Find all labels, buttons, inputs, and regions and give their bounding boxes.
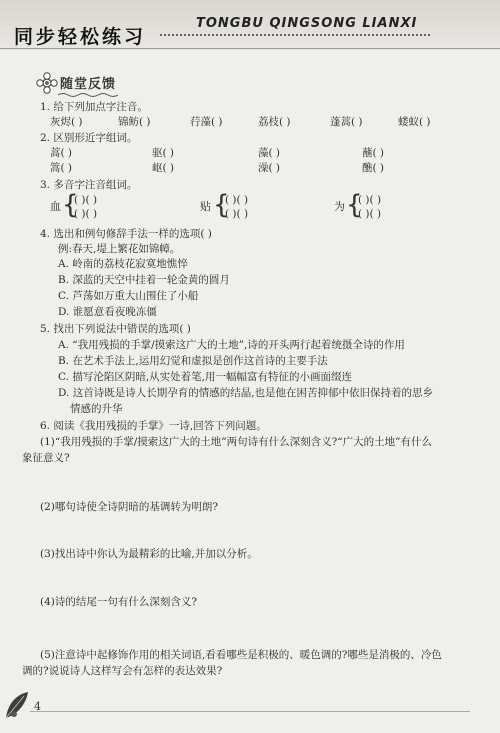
q3-char: 为: [334, 200, 345, 213]
q2-stem: 2. 区别形近字组词。: [40, 132, 138, 144]
q6-stem: 6. 阅读《我用残损的手掌》一诗,回答下列问题。: [40, 420, 267, 432]
q4-option: C. 芦荡如万重大山围住了小船: [58, 290, 199, 302]
q6-sub5: (5)注意诗中起修饰作用的相关词语,看看哪些是积极的、暖色调的?哪些是消极的、冷色: [40, 649, 442, 661]
page-header-pinyin: TONGBU QINGSONG LIANXI: [196, 16, 418, 31]
q5-stem: 5. 找出下列说法中错误的选项( ): [40, 323, 191, 335]
q4-example: 例:春天,堤上繁花如锦幛。: [58, 243, 181, 255]
q5-option-d: D. 这首诗既是诗人长期孕育的情感的结晶,也是他在困苦抑郁中依旧保持着的思乡: [58, 387, 434, 399]
q1-item: 荔枝( ): [258, 116, 291, 128]
q3-stem: 3. 多音字注音组词。: [40, 179, 138, 191]
q5-option-a: A. “我用残损的手掌/摸索这广大的土地”,诗的开头两行起着统摄全诗的作用: [58, 339, 405, 351]
q3-slot: ( )( ): [225, 194, 249, 206]
q5-option-c: C. 描写沦陷区阴暗,从实处着笔,用一幅幅富有特征的小画面缀连: [58, 371, 353, 383]
q3-slot: ( )( ): [74, 208, 98, 220]
q6-sub3: (3)找出诗中你认为最精彩的比喻,并加以分析。: [40, 548, 258, 560]
page-header-title: 同步轻松练习: [14, 26, 147, 48]
flower-icon: [36, 72, 58, 94]
q3-slot: ( )( ): [225, 208, 249, 220]
q3-slot: ( )( ): [358, 208, 382, 220]
q6-sub1: (1)“我用残损的手掌/摸索这广大的土地”两句诗有什么深刻含义?“广大的土地”有什么: [40, 436, 433, 448]
brace: {: [62, 190, 79, 220]
q4-option: A. 岭南的荔枝花寂寞地憔悴: [58, 258, 188, 270]
q2-item: 篙( ): [50, 162, 73, 174]
q2-item: 岖( ): [152, 162, 175, 174]
q3-slot: ( )( ): [358, 194, 382, 206]
header-divider: [0, 48, 500, 49]
q2-item: 藻( ): [258, 147, 281, 159]
q6-sub2: (2)哪句诗使全诗阴暗的基调转为明朗?: [40, 501, 219, 513]
q6-sub4: (4)诗的结尾一句有什么深刻含义?: [40, 596, 198, 608]
page-number: 4: [34, 700, 41, 713]
q3-char: 血: [50, 200, 61, 213]
footer-rule: [30, 711, 470, 712]
badge-underline: [58, 92, 118, 98]
q6-sub5-cont: 调的?说说诗人这样写会有怎样的表达效果?: [22, 665, 223, 677]
q1-stem: 1. 给下列加点字注音。: [40, 101, 148, 113]
q1-item: 锦鲂( ): [118, 116, 151, 128]
q2-item: 蘸( ): [362, 147, 385, 159]
q5-option-b: B. 在艺术手法上,运用幻觉和虚拟是创作这首诗的主要手法: [58, 355, 328, 367]
header-dotted-rule: [160, 34, 430, 39]
brace: {: [346, 190, 363, 220]
q2-item: 醮( ): [362, 162, 385, 174]
q1-item: 蝼蚁( ): [398, 116, 431, 128]
leaf-icon: [2, 688, 32, 722]
q1-item: 蓬蒿( ): [330, 116, 363, 128]
q2-item: 驱( ): [152, 147, 175, 159]
q5-option-d-cont: 情感的升华: [70, 403, 123, 415]
q2-item: 蒿( ): [50, 147, 73, 159]
q6-sub1-cont: 象征意义?: [22, 452, 70, 464]
q4-stem: 4. 选出和例句修辞手法一样的选项( ): [40, 228, 212, 240]
q3-char: 贴: [200, 200, 211, 213]
q3-slot: ( )( ): [74, 194, 98, 206]
q4-option: B. 深蓝的天空中挂着一轮金黄的圆月: [58, 274, 230, 286]
q4-option: D. 谁愿意看夜晚冻僵: [58, 306, 157, 318]
brace: {: [213, 190, 230, 220]
q1-item: 荇藻( ): [190, 116, 223, 128]
q2-item: 澡( ): [258, 162, 281, 174]
section-badge: 随堂反馈: [60, 77, 117, 92]
q1-item: 灰烬( ): [50, 116, 83, 128]
